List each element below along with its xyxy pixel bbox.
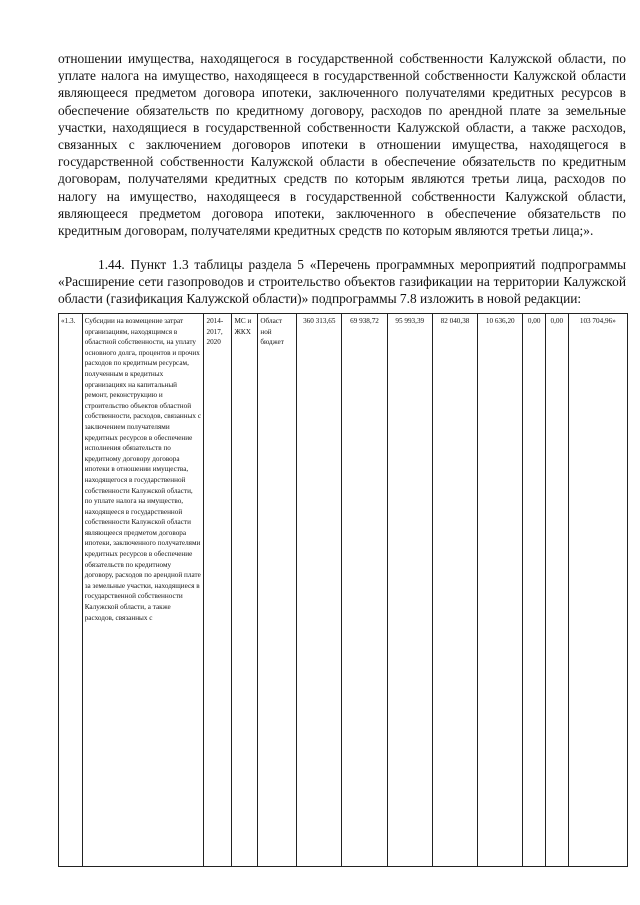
executor-cell: МС и ЖКХ	[232, 314, 258, 867]
item-name-cell: Субсидии на возмещение затрат организациям, находящимся в областной собственности, на уплату основного долга, процентов и прочих расходов по кредитным ресурсам, полученным в кредитных организациях на капитальный ремонт, реконструкцию и строительство объектов областной собственности, расходов, связанных с заключением получателями кредитных ресурсов в обеспечение исполнения обязательств по кредитному договору договора ипотеки в отношении имущества, находящегося в государственной собственности Калужской области, по уплате налога на имущество, находящееся в государственной собственности Калужской области являющееся предметом договора ипотеки, заключенного получателями кредитных ресурсов в обеспечение обязательств по кредитному договору, расходов по арендной плате за земельные участки, находящиеся в государственной собственности Калужской области, а также расходов, связанных с	[82, 314, 204, 867]
source-cell: Област ной бюджет	[258, 314, 297, 867]
value-cell-2014: 69 938,72	[342, 314, 387, 867]
item-number-cell: «1.3.	[59, 314, 83, 867]
value-cell-2018: 0,00	[523, 314, 546, 867]
value-cell-2020: 103 704,96»	[568, 314, 627, 867]
value-cell-2019: 0,00	[546, 314, 569, 867]
value-cell-2017: 10 636,20	[478, 314, 523, 867]
total-cell: 360 313,65	[297, 314, 342, 867]
paragraph-continuation: отношении имущества, находящегося в государственной собственности Калужской области, по уплате налога на имущество, находящееся в государственной собственности Калужской области являющееся предметом договора ипотеки, заключенного получателями кредитных ресурсов в обеспечение обязательств по кредитному договору, расходов по арендной плате за земельные участки, находящиеся в государственной собственности Калужской области, а также расходов, связанных с заключением договоров ипотеки в отношении имущества, находящегося в государственной собственности Калужской области в обеспечение обязательств по кредитным договорам, получателями кредитных средств по которым являются третьи лица, расходов по налогу на имущество, находящееся в государственной собственности Калужской области, являющееся предметом договора ипотеки, заключенного в обеспечение обязательств по кредитным договорам, получателями кредитных средств по которым являются третьи лица;».	[58, 51, 626, 239]
years-cell: 2014-2017, 2020	[204, 314, 232, 867]
value-cell-2015: 95 993,39	[387, 314, 432, 867]
value-cell-2016: 82 040,38	[432, 314, 477, 867]
paragraph-1-44: 1.44. Пункт 1.3 таблицы раздела 5 «Перечень программных мероприятий подпрограммы «Расширение сети газопроводов и строительство объектов газификации на территории Калужской области (газификация Калужской области)» подпрограммы 7.8 изложить в новой редакции:	[58, 257, 626, 307]
program-table	[58, 313, 628, 867]
table-row	[59, 314, 628, 867]
